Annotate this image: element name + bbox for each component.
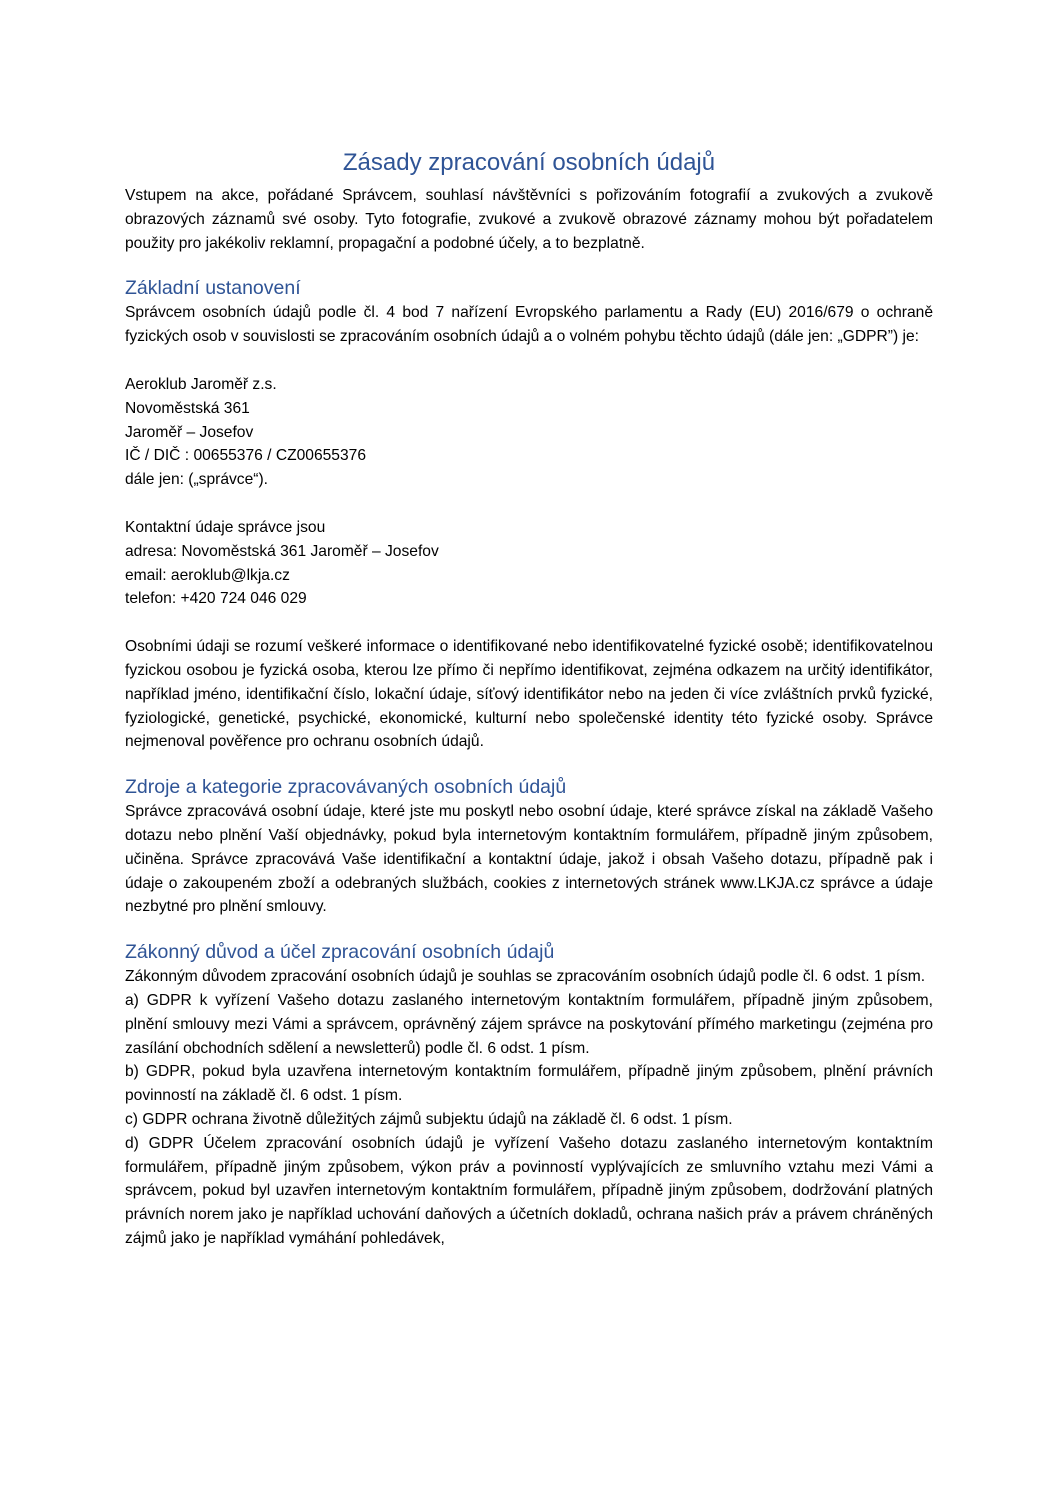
sources-paragraph: Správce zpracovává osobní údaje, které jste mu poskytl nebo osobní údaje, které správce získal na základě Vašeho dotazu nebo plnění Vaší objednávky, pokud byla internetovým kontaktním formulářem, případně jiným způsobem, učiněna. Správce zpracovává Vaše identifikační a kontaktní údaje, jakož i obsah Vašeho dotazu, případně pak i údaje o zakoupeném zboží a odebraných službách, cookies z internetových stránek www.LKJA.cz správce a údaje nezbytné pro plnění smlouvy. [125, 803, 933, 916]
legal-basis-item-c: c) GDPR ochrana životně důležitých zájmů subjektu údajů na základě čl. 6 odst. 1 písm. [125, 1110, 733, 1128]
legal-basis-paragraph: Zákonným důvodem zpracování osobních údajů je souhlas se zpracováním osobních údajů podle čl. 6 odst. 1 písm. [125, 968, 926, 986]
document-page [125, 148, 933, 1251]
contact-line: Kontaktní údaje správce jsou [125, 518, 326, 536]
controller-paragraph: Správcem osobních údajů podle čl. 4 bod 7 nařízení Evropského parlamentu a Rady (EU) 2016/679 o ochraně fyzických osob v souvislosti se zpracováním osobních údajů a o volném pohybu těchto údajů (dále jen: „GDPR”) je: [125, 304, 933, 346]
legal-basis-item-b: b) GDPR, pokud byla uzavřena internetovým kontaktním formulářem, případně jiným způsobem, plnění právních povinností na základě čl. 6 odst. 1 písm. [125, 1063, 933, 1105]
contact-line: adresa: Novoměstská 361 Jaroměř – Josefov [125, 542, 439, 560]
heading-sources-categories: Zdroje a kategorie zpracovávaných osobních údajů [125, 776, 567, 799]
address-line: Jaroměř – Josefov [125, 423, 254, 441]
heading-basic-provisions: Základní ustanovení [125, 277, 301, 300]
legal-basis-item-a: a) GDPR k vyřízení Vašeho dotazu zaslaného internetovým kontaktním formulářem, případně jiným způsobem, plnění smlouvy mezi Vámi a správcem, oprávněný zájem správce na poskytování přímého marketingu (zejména pro zasílání obchodních sdělení a newsletterů) podle čl. 6 odst. 1 písm. [125, 991, 933, 1057]
address-line: IČ / DIČ : 00655376 / CZ00655376 [125, 447, 366, 465]
address-line: Aeroklub Jaroměř z.s. [125, 375, 277, 393]
intro-paragraph: Vstupem na akce, pořádané Správcem, souhlasí návštěvníci s pořizováním fotografií a zvukových a zvukově obrazových záznamů své osoby. Tyto fotografie, zvukové a zvukově obrazové záznamy mohou být pořadatelem použity pro jakékoliv reklamní, propagační a podobné účely, a to bezplatně. [125, 187, 933, 252]
legal-basis-item-d: d) GDPR Účelem zpracování osobních údajů je vyřízení Vašeho dotazu zaslaného internetovým kontaktním formulářem, případně jiným způsobem, výkon práv a povinností vyplývajících ze smluvního vztahu mezi Vámi a správcem, pokud byl uzavřen internetovým kontaktním formulářem, případně jiným způsobem, dodržování platných právních norem jako je například uchování daňových a účetních dokladů, ochrana našich práv a právem chráněných zájmů jako je například vymáhání pohledávek, [125, 1134, 933, 1247]
address-line: Novoměstská 361 [125, 399, 250, 417]
contact-email: email: aeroklub@lkja.cz [125, 566, 290, 584]
address-line: dále jen: („správce“). [125, 471, 268, 489]
controller-contacts [125, 516, 933, 611]
contact-phone: telefon: +420 724 046 029 [125, 590, 307, 608]
document-title: Zásady zpracování osobních údajů [342, 149, 716, 176]
definition-paragraph: Osobními údaji se rozumí veškeré informace o identifikované nebo identifikovatelné fyzické osobě; identifikovatelnou fyzickou osobou je fyzická osoba, kterou lze přímo či nepřímo identifikovat, zejména odkazem na určitý identifikátor, například jméno, identifikační číslo, lokační údaje, síťový identifikátor nebo na jeden či více zvláštních prvků fyzické, fyziologické, genetické, psychické, ekonomické, kulturní nebo společenské identity této fyzické osoby. Správce nejmenoval pověřence pro ochranu osobních údajů. [125, 638, 933, 751]
controller-address [125, 373, 933, 492]
heading-legal-basis: Zákonný důvod a účel zpracování osobních údajů [125, 941, 555, 964]
